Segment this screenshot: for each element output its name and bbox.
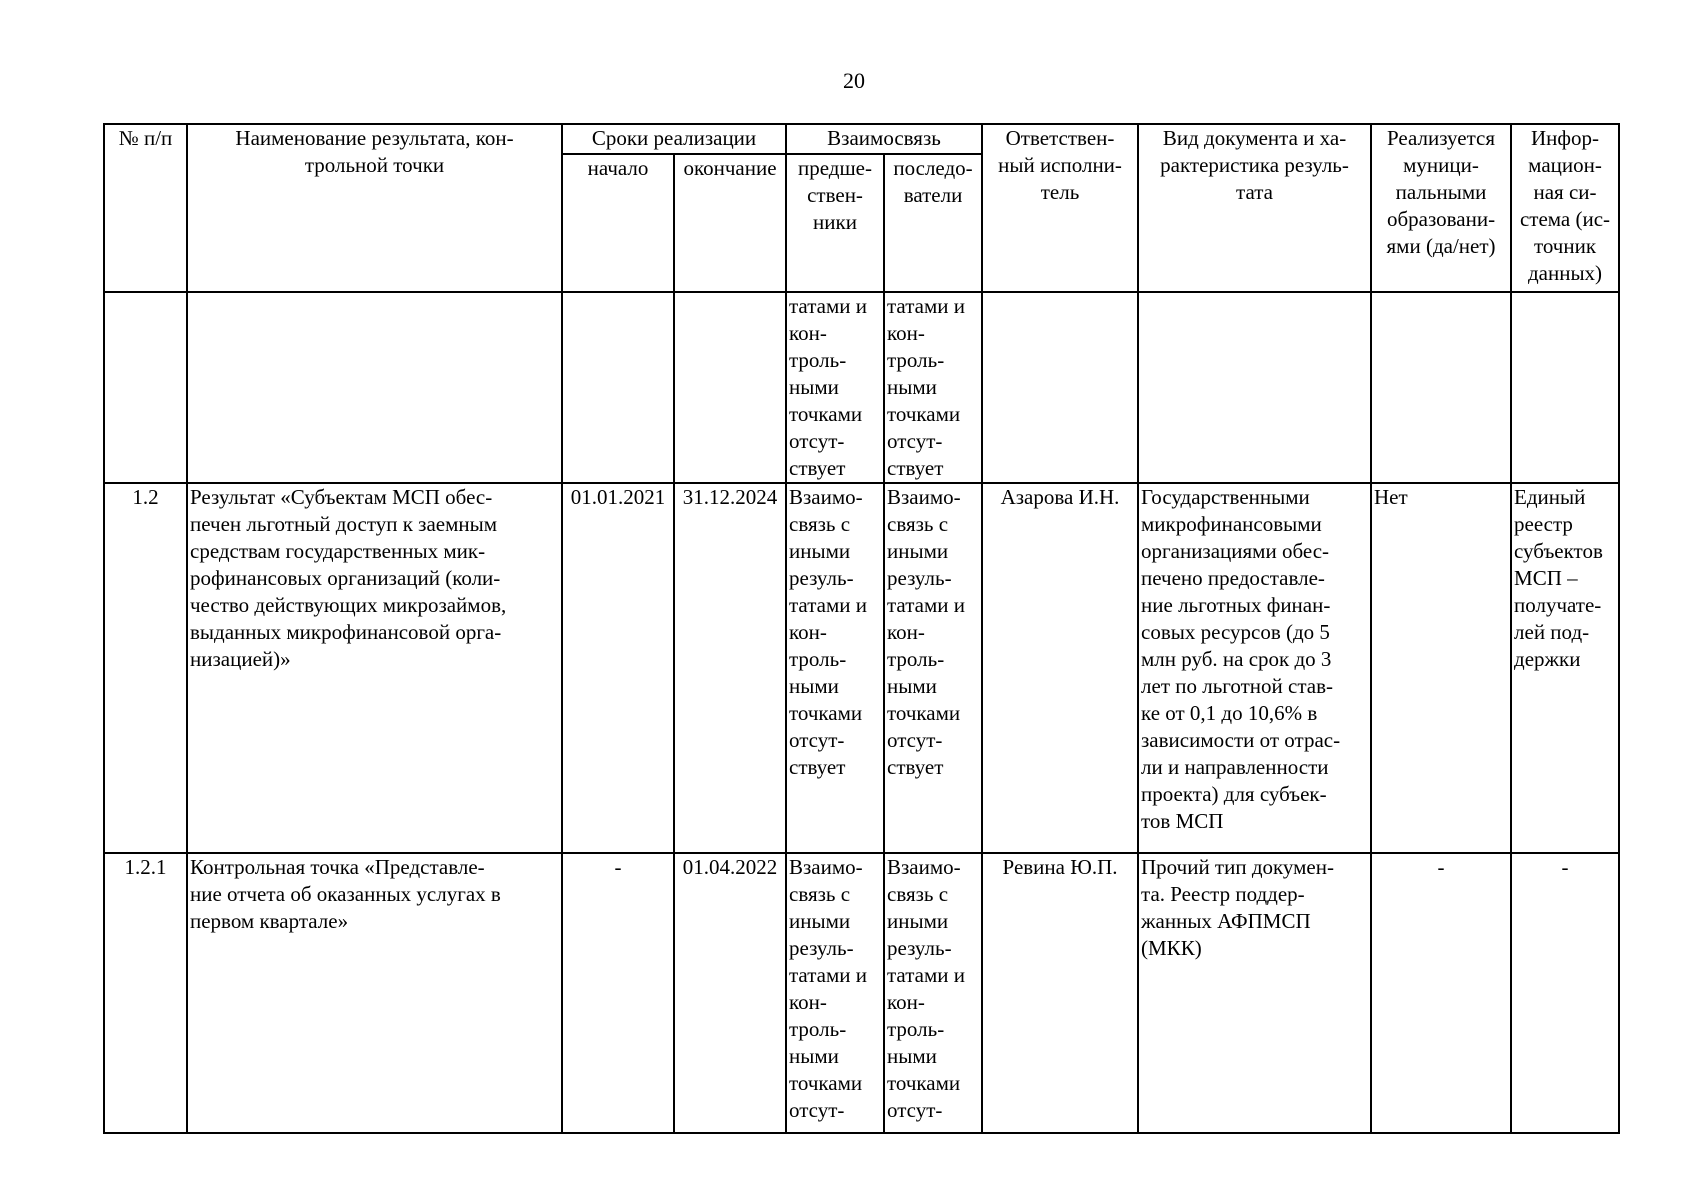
cell-info-system: Единый реестр субъектов МСП – получате- лей под- держки: [1511, 483, 1619, 853]
cell-name: [187, 292, 562, 483]
cell-num: 1.2: [104, 483, 187, 853]
cell-successors: Взаимо- связь с иными резуль- татами и кон- троль- ными точками отсут-: [884, 853, 982, 1133]
header-predecessors: предше- ствен- ники: [786, 154, 884, 292]
header-doc-type: Вид документа и ха- рактеристика резуль- тата: [1138, 124, 1371, 292]
cell-start: [562, 292, 674, 483]
cell-name: Контрольная точка «Представле- ние отчета об оказанных услугах в первом квартале»: [187, 853, 562, 1133]
cell-start: 01.01.2021: [562, 483, 674, 853]
cell-num: 1.2.1: [104, 853, 187, 1133]
cell-predecessors: Взаимо- связь с иными резуль- татами и кон- троль- ными точками отсут-: [786, 853, 884, 1133]
cell-info-system: [1511, 292, 1619, 483]
cell-name: Результат «Субъектам МСП обес- печен льготный доступ к заемным средствам государственных мик- рофинансовых организаций (коли- чество действующих микрозаймов, выданных микрофинансовой орга- низацией)»: [187, 483, 562, 853]
cell-municipal: [1371, 292, 1511, 483]
header-info-system: Инфор- мацион- ная си- стема (ис- точник данных): [1511, 124, 1619, 292]
table-header: [104, 124, 1619, 292]
header-num: № п/п: [104, 124, 187, 292]
header-link: Взаимосвязь: [786, 124, 982, 154]
header-successors: последо- ватели: [884, 154, 982, 292]
cell-info-system: -: [1511, 853, 1619, 1133]
cell-responsible: [982, 292, 1138, 483]
page-number: 20: [843, 68, 865, 93]
cell-responsible: Азарова И.Н.: [982, 483, 1138, 853]
cell-responsible: Ревина Ю.П.: [982, 853, 1138, 1133]
cell-municipal: -: [1371, 853, 1511, 1133]
cell-doc-type: [1138, 292, 1371, 483]
cell-successors: Взаимо- связь с иными резуль- татами и кон- троль- ными точками отсут- ствует: [884, 483, 982, 853]
table-row: [104, 853, 1619, 1133]
cell-num: [104, 292, 187, 483]
table-body: [104, 292, 1619, 1133]
header-end: окончание: [674, 154, 786, 292]
table-row: [104, 292, 1619, 483]
cell-end: 01.04.2022: [674, 853, 786, 1133]
cell-doc-type: Государственными микрофинансовыми организациями обес- печено предоставле- ние льготных финан- совых ресурсов (до 5 млн руб. на срок до 3 лет по льготной став- ке от 0,1 до 10,6% в зависимости от отрас- ли и направленности проекта) для субъек- тов МСП: [1138, 483, 1371, 853]
header-municipal: Реализуется муници- пальными образовани- ями (да/нет): [1371, 124, 1511, 292]
cell-end: 31.12.2024: [674, 483, 786, 853]
header-start: начало: [562, 154, 674, 292]
header-terms: Сроки реализации: [562, 124, 786, 154]
cell-end: [674, 292, 786, 483]
results-table: [103, 123, 1620, 1134]
cell-successors: татами и кон- троль- ными точками отсут- ствует: [884, 292, 982, 483]
header-name: Наименование результата, кон- трольной точки: [187, 124, 562, 292]
header-responsible: Ответствен- ный исполни- тель: [982, 124, 1138, 292]
cell-start: -: [562, 853, 674, 1133]
table-row: [104, 483, 1619, 853]
cell-predecessors: татами и кон- троль- ными точками отсут- ствует: [786, 292, 884, 483]
cell-municipal: Нет: [1371, 483, 1511, 853]
cell-doc-type: Прочий тип докумен- та. Реестр поддер- жанных АФПМСП (МКК): [1138, 853, 1371, 1133]
cell-predecessors: Взаимо- связь с иными резуль- татами и кон- троль- ными точками отсут- ствует: [786, 483, 884, 853]
